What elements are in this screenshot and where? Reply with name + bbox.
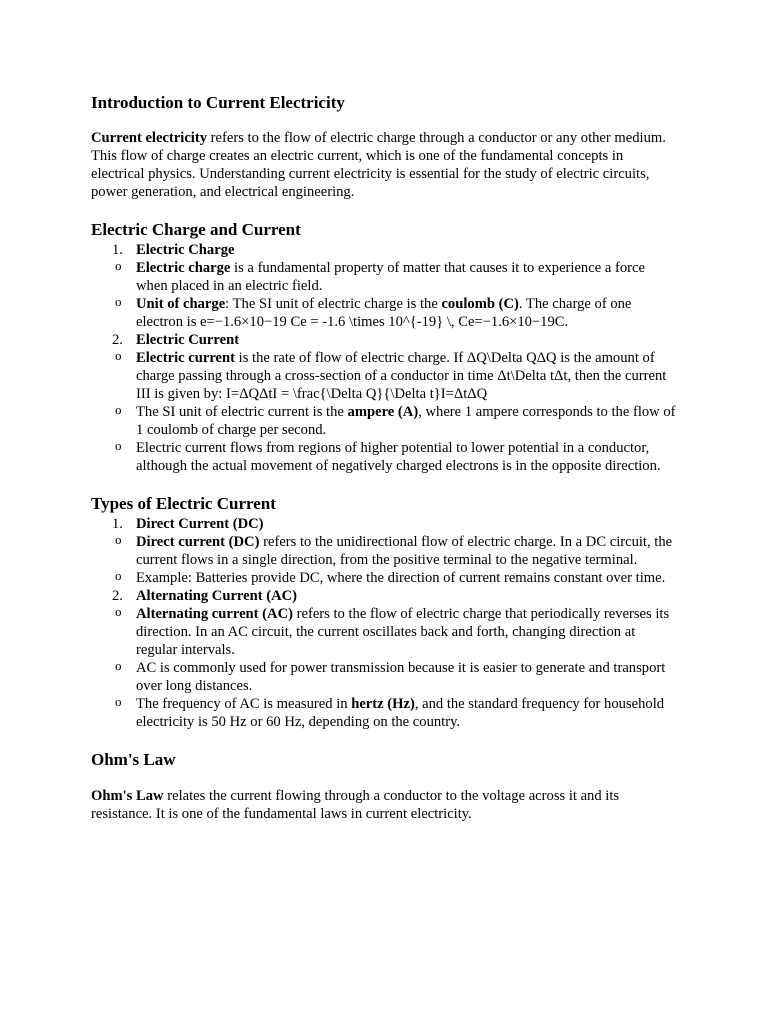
- list-item-title: Electric Current: [136, 332, 240, 348]
- intro-text: refers to the flow of electric charge through a conductor or any other medium. This flow of charge creates an electric current, which is one of the fundamental concepts in electrical physics. Understanding current electricity is essential for the study of electric circuits, power generation, and electrical engineering.: [91, 130, 666, 200]
- sub-list-item: [115, 532, 677, 569]
- sub-list-item: [115, 438, 677, 475]
- bullet-icon: o: [115, 402, 122, 417]
- sub-list: [115, 348, 677, 475]
- bullet-icon: o: [115, 568, 122, 583]
- sub-list: [115, 604, 677, 731]
- types-section-heading: Types of Electric Current: [91, 494, 276, 513]
- document-page: [91, 92, 677, 823]
- list-item: [91, 241, 677, 331]
- sub-item-text: The SI unit of electric current is the: [136, 404, 348, 420]
- sub-item-text: Electric current flows from regions of higher potential to lower potential in a conductor, although the actual movement of negatively charged electrons is in the opposite direction.: [136, 440, 661, 474]
- sub-list-item: [115, 604, 677, 659]
- bullet-icon: o: [115, 438, 122, 453]
- list-number: 2.: [112, 332, 123, 348]
- list-item-title: Direct Current (DC): [136, 516, 264, 532]
- sub-list: [115, 532, 677, 587]
- sub-list-item: [115, 258, 677, 295]
- list-item: [91, 331, 677, 475]
- sub-item-text: , and the standard frequency for household electricity is 50 Hz or 60 Hz, depending on the country.: [136, 696, 665, 730]
- sub-item-text: . The charge of one electron is e=−1.6×10−19 Ce = -1.6 \times 10^{-19} \, Ce=−1.6×10−19C.: [136, 296, 632, 330]
- sub-item-text: , where 1 ampere corresponds to the flow of 1 coulomb of charge per second.: [136, 404, 676, 438]
- sub-item-bold: Electric charge: [136, 260, 231, 276]
- sub-list-item: [115, 658, 677, 695]
- sub-item-bold: coulomb (C): [441, 296, 519, 312]
- sub-item-text: : The SI unit of electric charge is the: [225, 296, 442, 312]
- list-number: 1.: [112, 516, 123, 532]
- sub-item-bold: Direct current (DC): [136, 534, 260, 550]
- list-number: 2.: [112, 588, 123, 604]
- sub-list-item: [115, 568, 677, 587]
- list-number: 1.: [112, 242, 123, 258]
- bullet-icon: o: [115, 294, 122, 309]
- sub-item-bold: Unit of charge: [136, 296, 226, 312]
- charge-list: [91, 241, 677, 475]
- bullet-icon: o: [115, 532, 122, 547]
- sub-item-bold: Electric current: [136, 350, 235, 366]
- sub-item-text: The frequency of AC is measured in: [136, 696, 352, 712]
- sub-item-text: refers to the flow of electric charge that periodically reverses its direction. In an AC circuit, the current oscillates back and forth, changing direction at regular intervals.: [136, 606, 670, 658]
- sub-item-text: refers to the unidirectional flow of electric charge. In a DC circuit, the current flows in a single direction, from the positive terminal to the negative terminal.: [136, 534, 673, 568]
- sub-list-item: [115, 402, 677, 439]
- sub-item-text: is a fundamental property of matter that causes it to experience a force when placed in an electric field.: [136, 260, 645, 294]
- sub-item-text: AC is commonly used for power transmission because it is easier to generate and transport over long distances.: [136, 660, 666, 694]
- ohm-paragraph: [91, 787, 677, 823]
- list-item: [91, 587, 677, 731]
- intro-heading: Introduction to Current Electricity: [91, 93, 345, 112]
- bullet-icon: o: [115, 258, 122, 273]
- bullet-icon: o: [115, 348, 122, 363]
- list-item: [91, 515, 677, 587]
- sub-item-bold: hertz (Hz): [351, 696, 415, 712]
- sub-item-text: is the rate of flow of electric charge. If ΔQ\Delta QΔQ is the amount of charge passing through a cross-section of a conductor in time Δt\Delta tΔt, then the current III is given by: I=ΔQΔtI = \frac{\Delta Q}{\Delta t}I=ΔtΔQ: [136, 350, 667, 402]
- bullet-icon: o: [115, 604, 122, 619]
- sub-list-item: [115, 348, 677, 403]
- list-item-title: Alternating Current (AC): [136, 588, 298, 604]
- ohm-term: Ohm's Law: [91, 788, 164, 804]
- sub-list: [115, 258, 677, 331]
- sub-list-item: [115, 694, 677, 731]
- sub-item-bold: Alternating current (AC): [136, 606, 293, 622]
- sub-item-text: Example: Batteries provide DC, where the direction of current remains constant over time.: [136, 570, 666, 586]
- intro-term: Current electricity: [91, 130, 208, 146]
- list-item-title: Electric Charge: [136, 242, 235, 258]
- bullet-icon: o: [115, 658, 122, 673]
- types-list: [91, 515, 677, 731]
- bullet-icon: o: [115, 694, 122, 709]
- ohm-text: relates the current flowing through a conductor to the voltage across it and its resistance. It is one of the fundamental laws in current electricity.: [91, 788, 620, 822]
- ohm-section-heading: Ohm's Law: [91, 750, 176, 769]
- charge-section-heading: Electric Charge and Current: [91, 220, 301, 239]
- sub-list-item: [115, 294, 677, 331]
- intro-paragraph: [91, 129, 677, 201]
- sub-item-bold: ampere (A): [347, 404, 419, 420]
